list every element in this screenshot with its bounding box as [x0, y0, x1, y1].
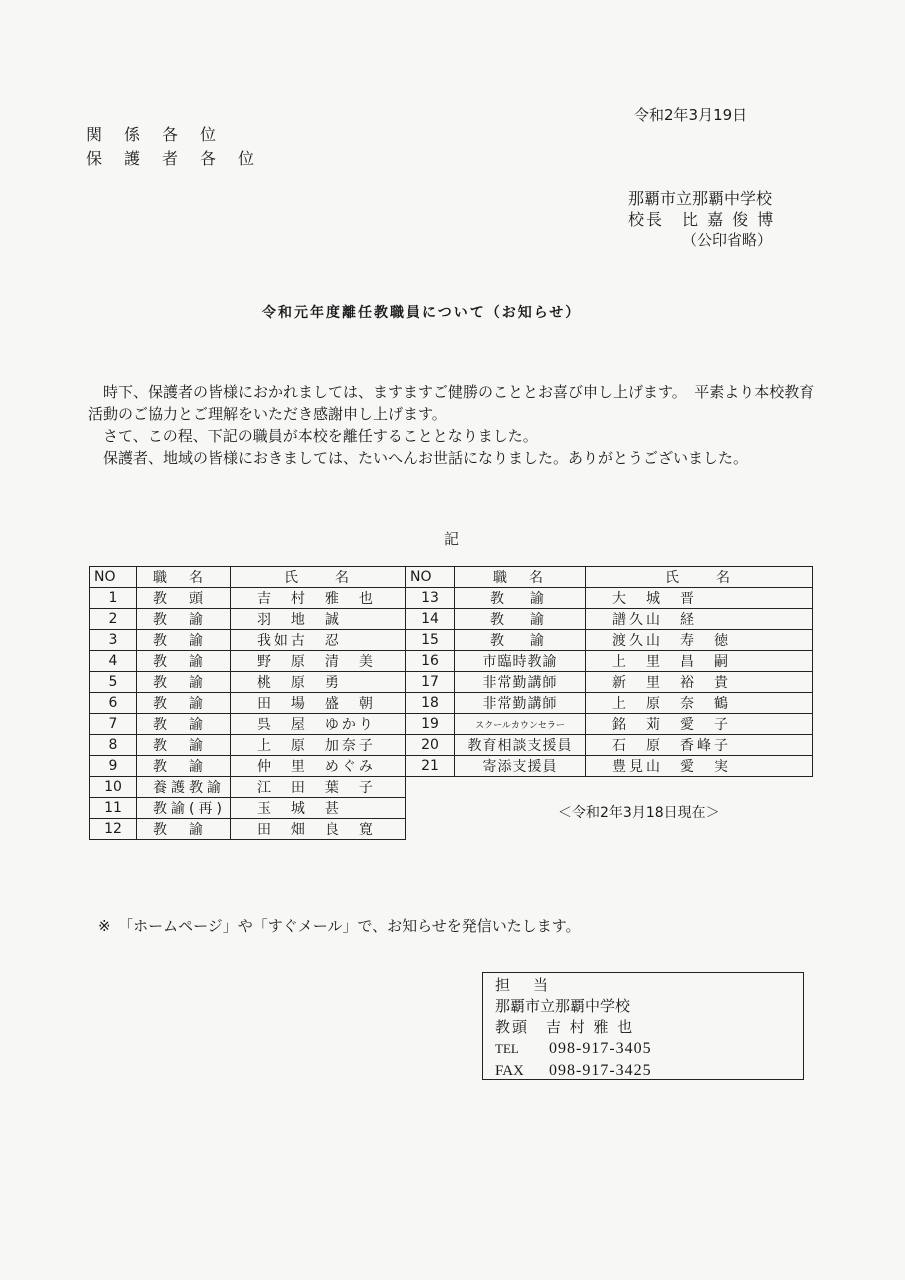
row-title: 教 諭	[137, 735, 231, 756]
fax-number: 098-917-3425	[549, 1062, 652, 1079]
row-title: 教 諭	[455, 588, 586, 609]
header-no: NO	[90, 567, 137, 588]
table-row	[406, 735, 813, 756]
row-title: 教 諭	[455, 609, 586, 630]
row-no: 13	[406, 588, 455, 609]
table-row	[90, 798, 406, 819]
row-no: 3	[90, 630, 137, 651]
sender-school: 那覇市立那覇中学校	[628, 189, 773, 208]
row-name: 桃 原 勇	[230, 672, 405, 693]
header-name: 氏 名	[586, 567, 813, 588]
tel-label: TEL	[495, 1041, 519, 1056]
row-name: 上 里 昌 嗣	[586, 651, 813, 672]
row-title: 非常勤講師	[455, 672, 586, 693]
table-header-row	[90, 567, 406, 588]
row-no: 18	[406, 693, 455, 714]
row-name: 新 里 裕 貴	[586, 672, 813, 693]
body-paragraph: 時下、保護者の皆様におかれましては、ますますご健勝のこととお喜び申し上げます。 平素より本校教育活動のご協力とご理解をいただき感謝申し上げます。	[88, 383, 815, 423]
table-row	[406, 672, 813, 693]
as-of-date: ＜令和2年3月18日現在＞	[558, 805, 720, 821]
table-row	[406, 609, 813, 630]
row-title: 養護教諭	[137, 777, 231, 798]
row-name: 羽 地 誠	[230, 609, 405, 630]
row-name: 豊見山 愛 実	[586, 756, 813, 777]
row-no: 19	[406, 714, 455, 735]
contact-label: 担 当	[495, 976, 553, 994]
table-header-row	[406, 567, 813, 588]
row-no: 21	[406, 756, 455, 777]
ki-heading: 記	[444, 530, 460, 548]
document-date: 令和2年3月19日	[634, 106, 748, 124]
row-no: 6	[90, 693, 137, 714]
row-name: 渡久山 寿 徳	[586, 630, 813, 651]
contact-fax	[495, 1060, 803, 1082]
table-row	[90, 756, 406, 777]
tel-number: 098-917-3405	[549, 1040, 652, 1057]
row-title: 教育相談支援員	[455, 735, 586, 756]
row-no: 10	[90, 777, 137, 798]
row-name: 上 原 加奈子	[230, 735, 405, 756]
addressee-guardians: 保護者各位	[86, 149, 277, 168]
row-name: 我如古 忍	[230, 630, 405, 651]
table-row	[90, 714, 406, 735]
row-no: 1	[90, 588, 137, 609]
table-row	[406, 693, 813, 714]
notice-text: ※ 「ホームページ」や「すぐメール」で、お知らせを発信いたします。	[98, 917, 581, 935]
row-name: 呉 屋 ゆかり	[230, 714, 405, 735]
row-no: 9	[90, 756, 137, 777]
row-no: 7	[90, 714, 137, 735]
sender-principal: 校長 比 嘉 俊 博	[628, 210, 776, 229]
contact-tel	[495, 1038, 803, 1060]
row-no: 14	[406, 609, 455, 630]
row-no: 4	[90, 651, 137, 672]
body-paragraph: さて、この程、下記の職員が本校を離任することとなりました。	[103, 427, 538, 445]
row-no: 15	[406, 630, 455, 651]
row-no: 20	[406, 735, 455, 756]
row-title: 教 諭	[137, 819, 231, 840]
row-title: 教 諭	[137, 609, 231, 630]
row-title: 教 諭	[455, 630, 586, 651]
header-title: 職 名	[137, 567, 231, 588]
contact-box	[482, 972, 804, 1080]
seal-omitted-note: （公印省略）	[682, 231, 773, 249]
table-row	[406, 714, 813, 735]
row-title: 教 諭	[137, 693, 231, 714]
contact-person: 教頭 吉 村 雅 也	[495, 1018, 635, 1036]
row-no: 12	[90, 819, 137, 840]
row-name: 田 場 盛 朝	[230, 693, 405, 714]
row-title: 教 諭	[137, 630, 231, 651]
row-title: 教 諭	[137, 756, 231, 777]
fax-label: FAX	[495, 1063, 524, 1079]
row-name: 野 原 清 美	[230, 651, 405, 672]
table-row	[406, 588, 813, 609]
table-row	[90, 819, 406, 840]
document-title: 令和元年度離任教職員について（お知らせ）	[262, 305, 582, 321]
body-paragraph: 保護者、地域の皆様におきましては、たいへんお世話になりました。ありがとうございました。	[103, 449, 749, 467]
departing-staff-table-left	[89, 566, 406, 840]
row-no: 11	[90, 798, 137, 819]
table-row	[90, 777, 406, 798]
row-title: 市臨時教諭	[455, 651, 586, 672]
row-title: 教 諭	[137, 714, 231, 735]
table-row	[90, 651, 406, 672]
table-row	[90, 609, 406, 630]
row-name: 田 畑 良 寛	[230, 819, 405, 840]
table-row	[90, 588, 406, 609]
header-title: 職 名	[455, 567, 586, 588]
row-title: 教諭(再)	[137, 798, 231, 819]
row-title: 寄添支援員	[455, 756, 586, 777]
row-name: 江 田 葉 子	[230, 777, 405, 798]
table-row	[406, 651, 813, 672]
body-text	[88, 381, 828, 469]
table-row	[90, 672, 406, 693]
table-row	[90, 735, 406, 756]
row-title: 教 諭	[137, 651, 231, 672]
row-name: 大 城 晋	[586, 588, 813, 609]
row-no: 8	[90, 735, 137, 756]
row-no: 16	[406, 651, 455, 672]
row-name: 吉 村 雅 也	[230, 588, 405, 609]
row-name: 上 原 奈 鶴	[586, 693, 813, 714]
row-no: 5	[90, 672, 137, 693]
row-name: 石 原 香峰子	[586, 735, 813, 756]
header-name: 氏 名	[230, 567, 405, 588]
row-title: 教 頭	[137, 588, 231, 609]
header-no: NO	[406, 567, 455, 588]
row-name: 銘 苅 愛 子	[586, 714, 813, 735]
addressee-related-parties: 関係各位	[86, 125, 239, 144]
row-name: 仲 里 めぐみ	[230, 756, 405, 777]
row-title: 教 諭	[137, 672, 231, 693]
row-title: スクールカウンセラー	[455, 714, 586, 735]
contact-school: 那覇市立那覇中学校	[495, 997, 631, 1015]
table-row	[406, 630, 813, 651]
row-name: 玉 城 甚	[230, 798, 405, 819]
table-row	[90, 630, 406, 651]
row-no: 17	[406, 672, 455, 693]
table-row	[90, 693, 406, 714]
row-name: 譜久山 経	[586, 609, 813, 630]
row-title: 非常勤講師	[455, 693, 586, 714]
row-no: 2	[90, 609, 137, 630]
departing-staff-table-right	[405, 566, 813, 777]
table-row	[406, 756, 813, 777]
